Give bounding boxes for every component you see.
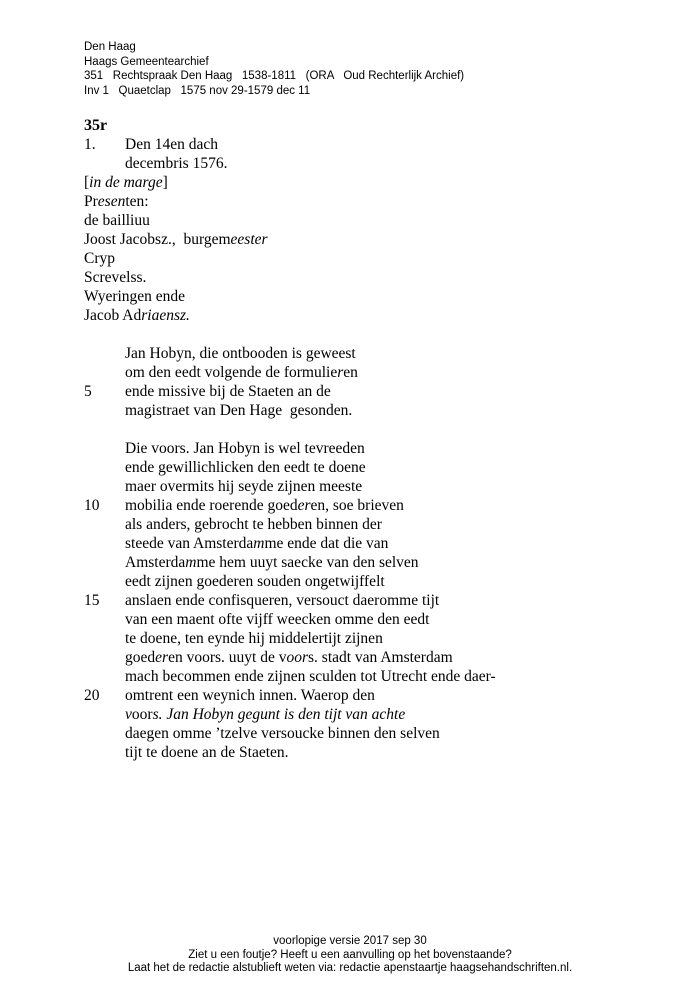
text-line [84,344,496,363]
header-inventory: Inv 1 Quaetclap 1575 nov 29-1579 dec 11 [84,84,311,97]
text-line-content: Die voors. Jan Hobyn is wel tevreeden [125,440,365,457]
line-number-blank [84,458,125,477]
text-line [84,667,496,686]
text-line [84,629,496,648]
line-number-blank [84,743,125,762]
line-number: 5 [84,383,92,400]
attendee-bailliuu: de bailliuu [84,212,150,229]
text-expansion: m [253,535,265,552]
text-segment: om den eedt volgende de formulie [125,364,338,381]
line-number-blank [84,401,125,420]
attendee-wyeringen: Wyeringen ende [84,288,186,305]
line-number-blank [84,515,125,534]
text-line [84,515,496,534]
text-segment: goed [125,649,156,666]
text-line [84,743,496,762]
folio-number: 35r [84,117,108,134]
line-number-blank [84,667,125,686]
text-expansion: r [337,364,344,381]
entry-date-1: Den 14en dach [125,136,218,153]
text-line [84,686,496,705]
text-segment: Amsterda [125,554,186,571]
text-line [84,705,496,724]
line-number-blank [84,439,125,458]
text-line-content: daegen omme ’tzelve versoucke binnen den selven [125,725,440,742]
text-line-content: maer overmits hij seyde zijnen meeste [125,478,363,495]
joost-part-a: Joost Jacobsz., burgem [84,231,231,248]
text-line [84,553,496,572]
text-segment: s. stadt van Amsterdam [308,649,453,666]
text-segment: oor [131,706,153,723]
line-number-blank [84,705,125,724]
line-number-blank [84,154,125,173]
attendee-jacob [84,306,496,325]
entry-date-line [84,135,496,154]
text-expansion: er [155,649,169,666]
text-line-content: magistraet van Den Hage gesonden. [125,402,353,419]
text-expansion: oor [286,649,308,666]
entry-date-2: decembris 1576. [125,155,228,172]
entry-date-line-2 [84,154,496,173]
line-number-blank [84,648,125,667]
text-line [84,458,496,477]
line-number-blank [84,572,125,591]
text-line [84,534,496,553]
line-number-blank [84,344,125,363]
spacer [84,325,496,344]
header-city: Den Haag [84,41,136,53]
jacob-part-b: riaensz. [141,307,190,324]
text-expansion: er [297,497,311,514]
line-number: 10 [84,497,100,514]
text-line-content: anslaen ende confisqueren, versouct daeromme tijt [125,592,440,609]
text-line-content [125,363,358,382]
text-line-content [125,553,419,572]
text-segment: en, soe brieven [310,497,404,514]
text-expansion: s. Jan Hobyn gegunt is den tijt van achte [152,706,406,723]
text-line-content: mach becommen ende zijnen sculden tot Utrecht ende daer- [125,668,496,685]
line-number-blank [84,724,125,743]
text-line [84,610,496,629]
line-number-blank [84,553,125,572]
text-line-content: als anders, gebrocht te hebben binnen der [125,516,382,533]
margin-note-label [84,173,496,192]
text-segment: steede van Amsterda [125,535,254,552]
version-note: voorlopige versie 2017 sep 30 [273,935,427,947]
header-archive: Haags Gemeentearchief [84,55,209,68]
text-line [84,439,496,458]
attendee-joost [84,230,496,249]
attendee-cryp: Cryp [84,250,115,267]
text-line-content [125,705,405,724]
text-line [84,401,496,420]
margin-label: in de marge [89,174,163,191]
presenten-part-a: Pr [84,193,98,210]
presenten-heading [84,192,496,211]
text-line-content [125,648,453,667]
text-line-content: eedt zijnen goederen souden ongetwijffelt [125,573,385,590]
text-line [84,591,496,610]
archive-header [84,40,464,98]
header-collection: 351 Rechtspraak Den Haag 1538-1811 (ORA Oud Rechterlijk Archief) [84,70,465,82]
text-segment: me ende dat die van [264,535,389,552]
text-line [84,496,496,515]
text-line-content: te doene, ten eynde hij middelertijt zijnen [125,630,383,647]
text-line [84,648,496,667]
line-number-blank [84,477,125,496]
text-line [84,572,496,591]
text-line-content: Jan Hobyn, die ontbooden is geweest [125,345,356,362]
line-number-blank [84,363,125,382]
bracket-open: [ [84,174,90,191]
text-segment: me hem uuyt saecke van den selven [196,554,419,571]
presenten-part-c: ten: [125,193,149,210]
line-number: 20 [84,687,100,704]
attendee-screvelss: Screvelss. [84,269,147,286]
text-line [84,477,496,496]
text-expansion: v [125,706,132,723]
line-number-blank [84,610,125,629]
text-segment: en voors. uuyt de v [168,649,287,666]
text-line-content: ende gewillichlicken den eedt te doene [125,459,366,476]
text-line-content [125,534,388,553]
text-segment: en [343,364,358,381]
spacer [84,420,496,439]
jacob-part-a: Jacob Ad [84,307,142,324]
text-line [84,363,496,382]
joost-part-b: eester [230,231,268,248]
presenten-part-b: esen [97,193,126,210]
text-expansion: m [185,554,197,571]
text-line-content: ende missive bij de Staeten an de [125,383,331,400]
entry-number: 1. [84,136,96,153]
transcription-body [84,116,496,762]
error-prompt: Ziet u een foutje? Heeft u een aanvulling op het bovenstaande? [188,948,512,961]
text-line-content: omtrent een weynich innen. Waerop den [125,687,375,704]
bracket-close: ] [162,174,168,191]
line-number: 15 [84,592,100,609]
text-line-content [125,496,404,515]
line-number-blank [84,629,125,648]
text-line-content: van een maent ofte vijff weecken omme den eedt [125,611,430,628]
text-segment: mobilia ende roerende goed [125,497,298,514]
text-line [84,724,496,743]
text-line [84,382,496,401]
contact-note: Laat het de redactie alstublieft weten via: redactie apenstaartje haagsehandschriften.nl. [127,962,573,974]
line-number-blank [84,534,125,553]
text-line-content: tijt te doene an de Staeten. [125,744,289,761]
page-footer [0,935,700,976]
